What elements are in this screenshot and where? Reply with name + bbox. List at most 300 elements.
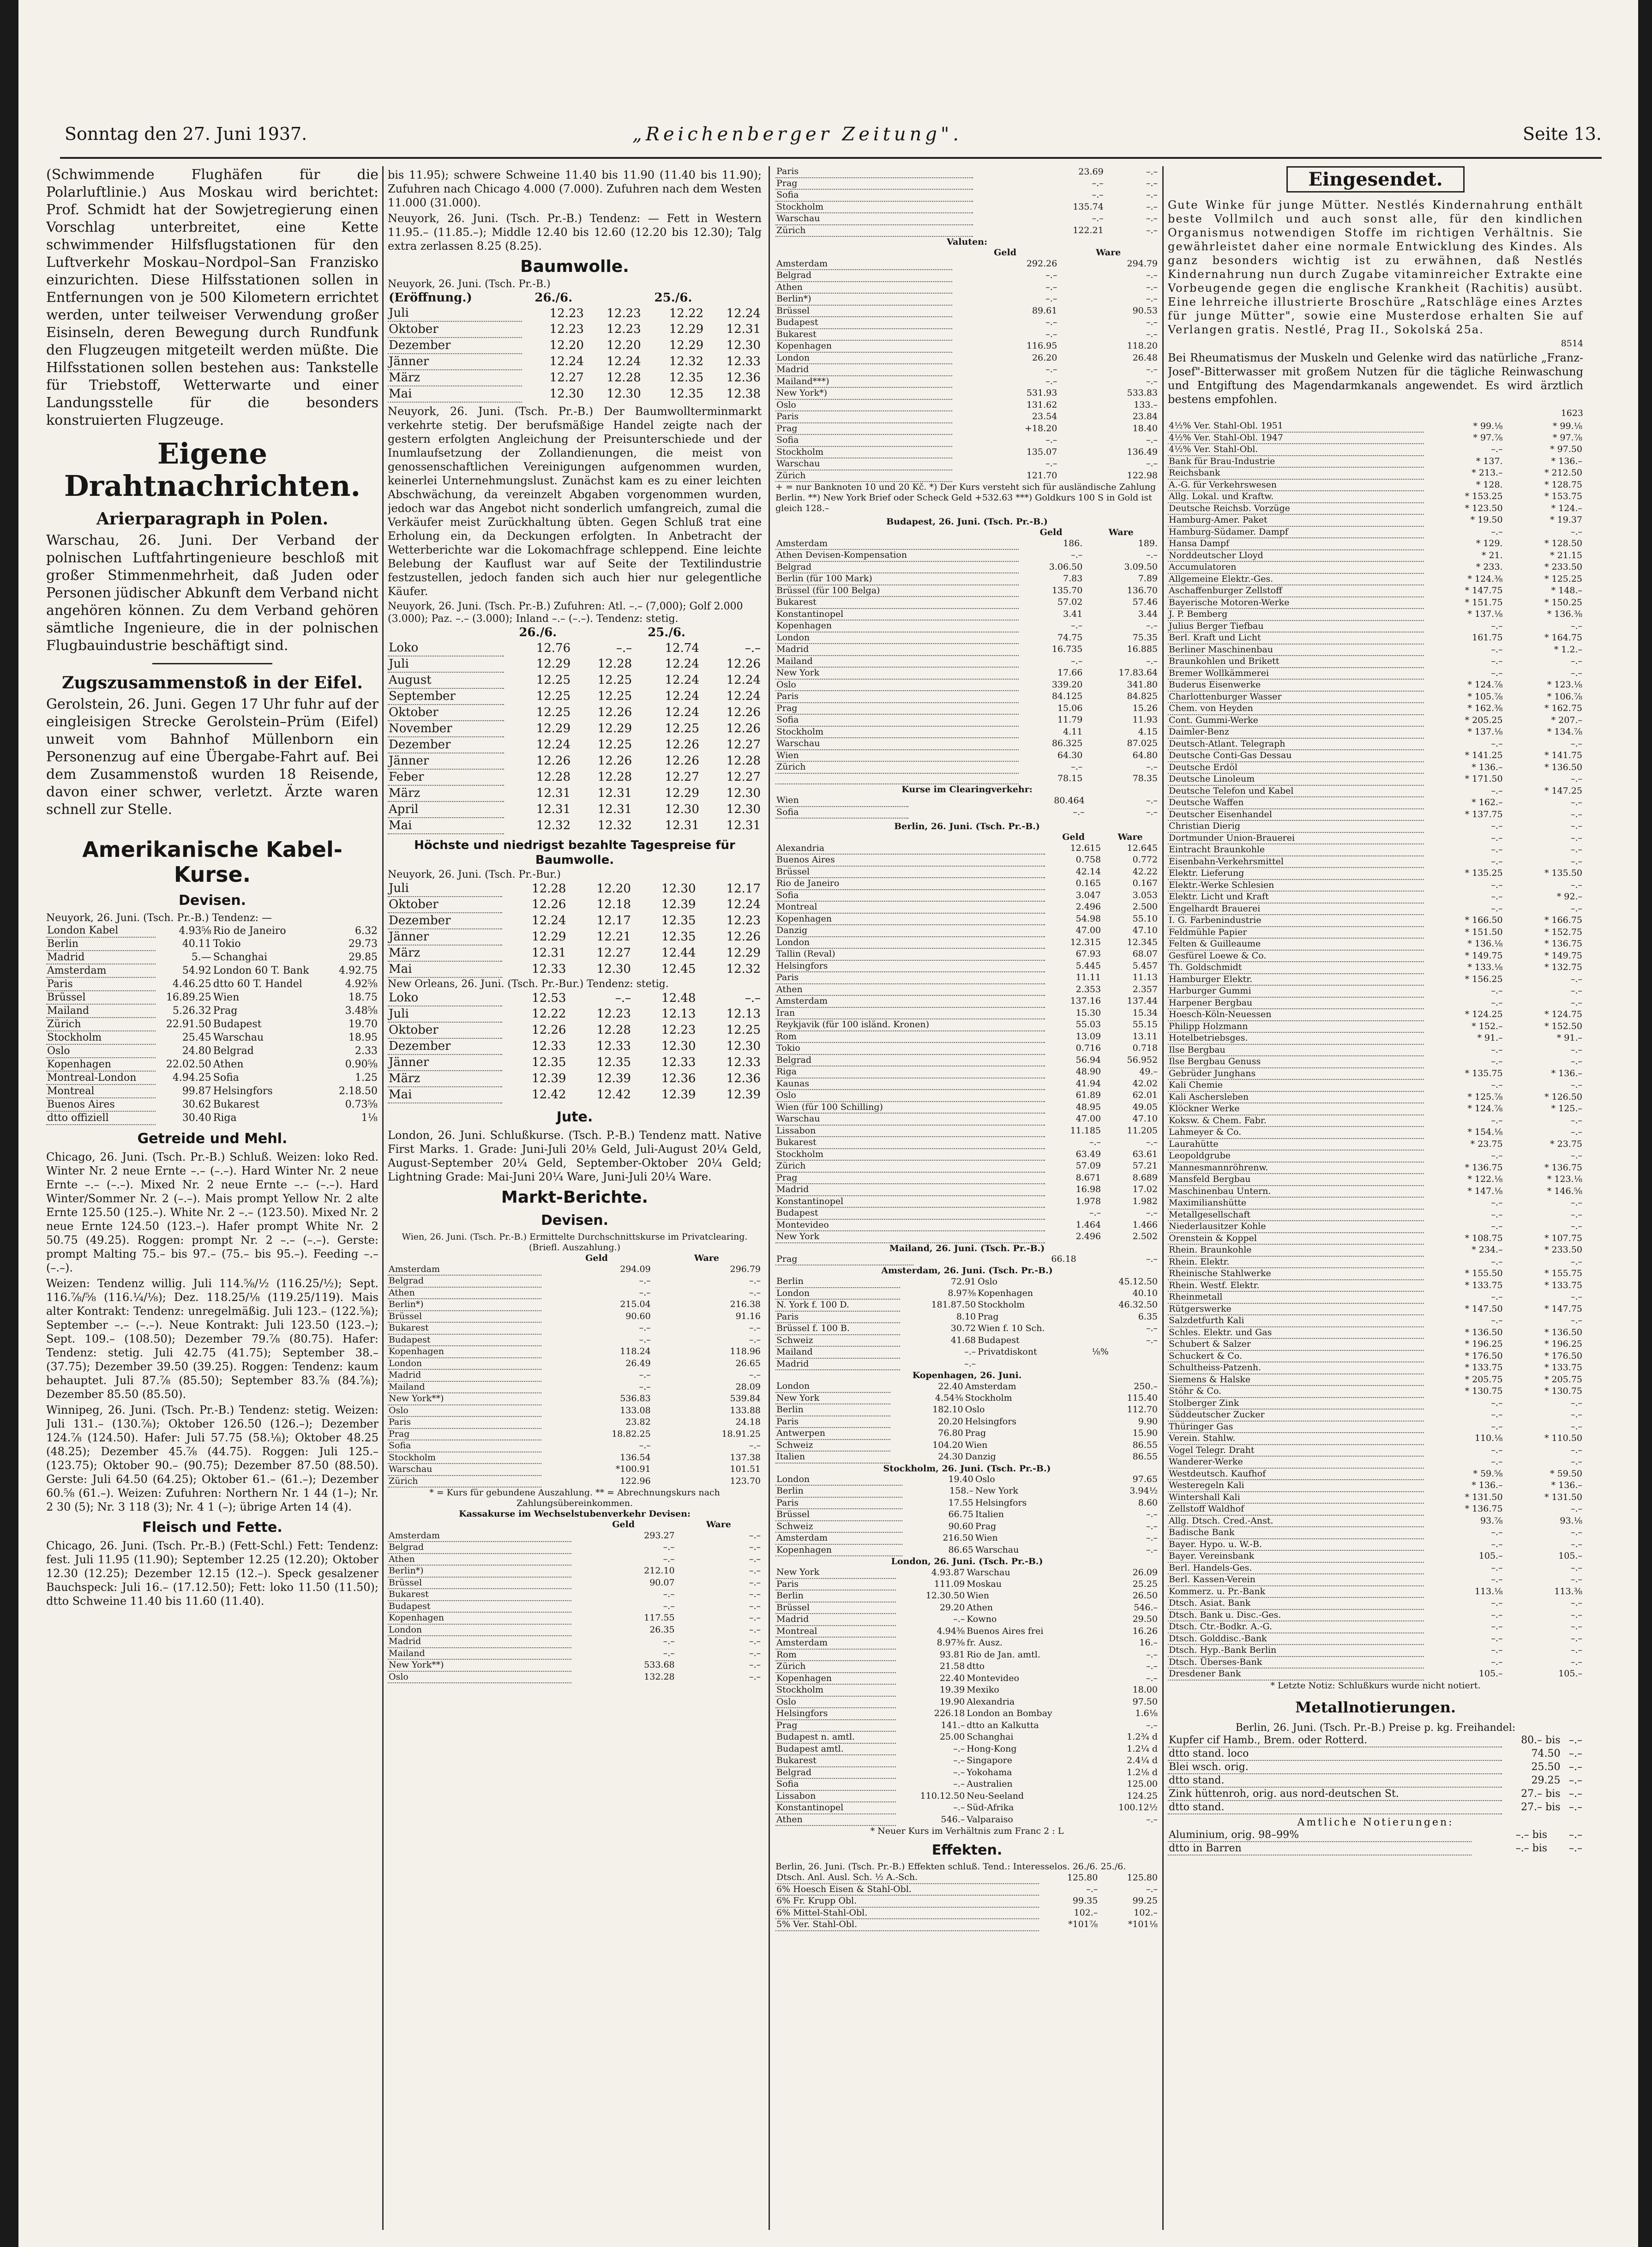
table-cell: Sofia bbox=[775, 807, 908, 819]
aktien-row bbox=[1168, 1421, 1583, 1433]
table-cell: I. G. Farbenindustrie bbox=[1168, 915, 1424, 927]
table-cell: * 152.– bbox=[1472, 1021, 1503, 1031]
table-cell: Dtsch. Asiat. Bank bbox=[1168, 1597, 1424, 1609]
table-cell: dtto bbox=[967, 1661, 985, 1671]
table-cell: 533.83 bbox=[1127, 388, 1158, 398]
table-cell: –.– bbox=[1570, 620, 1582, 631]
table-cell: 12.24 bbox=[549, 355, 584, 368]
table-cell: Alexandria bbox=[775, 843, 1045, 855]
table-cell: –.– bbox=[1146, 1335, 1158, 1345]
new-orleans-row bbox=[388, 1006, 762, 1022]
stockholm-row bbox=[775, 1509, 1159, 1521]
aktien-row bbox=[1168, 867, 1583, 880]
table-cell: Zink hüttenroh, orig. aus nord-deutschen St. bbox=[1168, 1787, 1502, 1801]
table-cell: Deutscher Eisenhandel bbox=[1168, 809, 1424, 821]
table-cell: Siemens & Halske bbox=[1168, 1374, 1424, 1386]
table-cell: 61.89 bbox=[1075, 1090, 1101, 1100]
table-cell: –.– bbox=[1491, 1151, 1503, 1161]
valuten-row bbox=[775, 434, 1159, 446]
table-cell: 12.28 bbox=[597, 657, 632, 671]
table-cell: 12.28 bbox=[532, 881, 566, 896]
table-cell: –.– bbox=[749, 1671, 761, 1682]
table-cell: * 147.50 bbox=[1465, 1303, 1503, 1314]
table-cell: Rhein. Elektr. bbox=[1168, 1256, 1424, 1268]
table-cell: 67.93 bbox=[1075, 949, 1101, 959]
table-cell: –.– bbox=[1570, 668, 1582, 678]
aktien-row bbox=[1168, 997, 1583, 1009]
table-cell: Athen bbox=[775, 984, 1045, 996]
table-cell: Italien bbox=[975, 1509, 1004, 1519]
baumwolle-row bbox=[388, 721, 762, 737]
table-cell: –.– bbox=[749, 1334, 761, 1345]
table-cell: Budapest bbox=[775, 317, 952, 329]
table-cell: Budapest bbox=[388, 1601, 571, 1613]
table-cell: Bukarest bbox=[388, 1589, 571, 1601]
table-cell: Konstantinopel bbox=[775, 1802, 896, 1814]
effekten-row bbox=[775, 1872, 1159, 1884]
table-cell: Wintershall Kali bbox=[1168, 1492, 1424, 1504]
table-cell: –.– bbox=[1146, 1720, 1158, 1730]
table-cell: 546.– bbox=[1134, 1602, 1158, 1613]
column-header bbox=[775, 832, 1045, 843]
column-header: Ware bbox=[706, 1519, 731, 1530]
table-cell: 12.30 bbox=[661, 881, 696, 896]
aktien-row bbox=[1168, 1209, 1583, 1221]
table-cell: 12.32 bbox=[669, 355, 704, 368]
table-cell: 12.32 bbox=[726, 962, 761, 976]
table-cell: 45.12.50 bbox=[1118, 1276, 1158, 1287]
table-cell: Elektr. Lieferung bbox=[1168, 867, 1424, 880]
table-cell: 72.91 bbox=[950, 1276, 976, 1287]
aktien-row bbox=[1168, 1068, 1583, 1080]
table-cell: 113.⅛ bbox=[1474, 1586, 1503, 1596]
table-cell: 12.33 bbox=[532, 962, 566, 976]
berlin-row bbox=[775, 878, 1159, 890]
table-cell: 55.10 bbox=[1132, 913, 1158, 924]
table-cell: Budapest n. amtl. bbox=[775, 1731, 896, 1743]
column-header: Geld bbox=[612, 1519, 635, 1530]
table-cell: Philipp Holzmann bbox=[1168, 1021, 1424, 1033]
table-cell: * 133.75 bbox=[1544, 1362, 1582, 1373]
column-header: Ware bbox=[1117, 832, 1143, 842]
wien-row bbox=[388, 1358, 762, 1370]
table-cell: Belgrad bbox=[775, 1054, 1045, 1066]
aktien-row bbox=[1168, 738, 1583, 750]
table-cell: Kupfer cif Hamb., Brem. oder Rotterd. bbox=[1168, 1734, 1502, 1747]
table-cell: Amsterdam bbox=[775, 538, 1019, 550]
devisen-row bbox=[46, 924, 378, 937]
header-date: Sonntag den 27. Juni 1937. bbox=[65, 124, 307, 144]
table-cell: * 171.50 bbox=[1465, 774, 1503, 784]
effekten-row bbox=[775, 1907, 1159, 1919]
table-cell: Helsingfors bbox=[975, 1497, 1027, 1508]
baumwolle-intro-2: Neuyork, 26. Juni. (Tsch. Pr.-B.) Zufuhren: Atl. –.– (7,000); Golf 2.000 (3.000); Paz. –.– (3.000); Inland –.– (–.–). Tendenz: stetig. bbox=[388, 601, 743, 625]
table-cell: 8.60 bbox=[1138, 1497, 1158, 1508]
aktien-row bbox=[1168, 503, 1583, 515]
table-cell: Hong-Kong bbox=[967, 1743, 1017, 1754]
aktien-row bbox=[1168, 773, 1583, 785]
table-cell: Warschau bbox=[775, 458, 952, 470]
baumwolle-row bbox=[388, 929, 762, 945]
table-cell: Badische Bank bbox=[1168, 1527, 1424, 1539]
table-cell: 8.689 bbox=[1132, 1172, 1158, 1183]
table-cell: Kopenhagen bbox=[775, 340, 952, 352]
table-cell: * 19.37 bbox=[1550, 515, 1582, 525]
table-cell: * 136.50 bbox=[1544, 1327, 1582, 1337]
table-cell: –.– bbox=[953, 1767, 965, 1777]
table-cell: 74.75 bbox=[1057, 632, 1083, 643]
table-cell: Sofia bbox=[775, 189, 973, 201]
table-cell: 15.90 bbox=[1132, 1428, 1158, 1438]
table-cell: * 136.– bbox=[1472, 762, 1503, 772]
stockholm-row bbox=[775, 1485, 1159, 1497]
table-cell: Deutsche Reichsb. Vorzüge bbox=[1168, 503, 1424, 515]
table-cell: 12.31 bbox=[536, 786, 571, 800]
table-cell: –.– bbox=[964, 1358, 976, 1369]
aktien-row bbox=[1168, 1468, 1583, 1480]
berlin-row bbox=[775, 960, 1159, 972]
table-cell: 12.21 bbox=[596, 930, 631, 944]
table-cell: 29.85 bbox=[348, 952, 378, 963]
table-cell: –.– bbox=[1570, 1527, 1582, 1537]
table-cell: 12.13 bbox=[726, 1007, 761, 1021]
stockholm-intro: Stockholm, 26. Juni. (Tsch. Pr.-B.) bbox=[883, 1463, 1051, 1474]
table-cell: Athen bbox=[775, 1814, 896, 1826]
stockholm-table bbox=[775, 1474, 1159, 1557]
table-cell: * 105.⅞ bbox=[1467, 691, 1503, 702]
table-cell: * 131.50 bbox=[1544, 1492, 1582, 1502]
table-cell: Wien bbox=[967, 1590, 989, 1601]
separator bbox=[152, 663, 272, 664]
table-cell: Metallgesellschaft bbox=[1168, 1209, 1424, 1221]
table-cell: 12.23 bbox=[549, 322, 584, 336]
table-cell: 12.23 bbox=[549, 306, 584, 320]
table-cell: Belgrad bbox=[388, 1542, 571, 1554]
kassa-row bbox=[775, 178, 1159, 190]
table-cell: Wien (für 100 Schilling) bbox=[775, 1102, 1045, 1114]
column-header: 25./6. bbox=[648, 626, 685, 639]
table-cell: –.– bbox=[1570, 844, 1582, 855]
table-cell: 135.07 bbox=[1026, 446, 1057, 457]
table-cell: 63.61 bbox=[1132, 1149, 1158, 1159]
column-rule bbox=[769, 166, 770, 2230]
marktberichte-heading: Markt-Berichte. bbox=[501, 1188, 649, 1207]
table-cell: 26.65 bbox=[735, 1358, 761, 1368]
baumwolle-intro: Neuyork, 26. Juni. (Tsch. Pr.-B.) bbox=[388, 278, 551, 290]
clearing-row bbox=[775, 807, 1159, 819]
table-cell: 49.– bbox=[1139, 1066, 1158, 1077]
table-cell: Hansa Dampf bbox=[1168, 538, 1424, 550]
table-cell: Oslo bbox=[965, 1404, 985, 1415]
table-cell: Bukarest bbox=[775, 1755, 896, 1767]
table-cell: 12.26 bbox=[532, 898, 566, 911]
table-cell: Berlin bbox=[775, 1590, 896, 1602]
table-cell: –.– bbox=[1569, 1788, 1582, 1800]
table-cell: 29.25 bbox=[1531, 1774, 1561, 1786]
devisen-row bbox=[46, 1084, 378, 1098]
table-cell: 12.24 bbox=[532, 914, 566, 928]
column-header bbox=[775, 247, 952, 259]
table-cell: 212.10 bbox=[644, 1566, 675, 1576]
table-cell: Bremer Wollkämmerei bbox=[1168, 668, 1424, 680]
table-cell: 12.29 bbox=[726, 946, 761, 960]
clearing-row bbox=[775, 795, 1159, 807]
table-cell: * 150.25 bbox=[1544, 597, 1582, 608]
table-cell: Klöckner Werke bbox=[1168, 1103, 1424, 1115]
header-page-number: Seite 13. bbox=[1523, 124, 1602, 144]
table-cell: –.– bbox=[1146, 550, 1158, 560]
table-cell: Salzdetfurth Kali bbox=[1168, 1315, 1424, 1327]
table-cell: –.– bbox=[1491, 1398, 1503, 1408]
table-cell: –.– bbox=[1045, 364, 1057, 374]
table-cell: Warschau bbox=[775, 1113, 1045, 1125]
table-cell: Rom bbox=[775, 1031, 1045, 1043]
table-cell: –.– bbox=[1045, 294, 1057, 304]
table-cell: –.– bbox=[749, 1554, 761, 1564]
kopenhagen-intro: Kopenhagen, 26. Juni. bbox=[912, 1370, 1022, 1380]
table-cell: –.– bbox=[615, 991, 631, 1005]
table-cell: * 233.50 bbox=[1544, 562, 1582, 572]
table-cell: Sofia bbox=[775, 434, 952, 446]
table-cell: dtto offiziell bbox=[46, 1111, 156, 1125]
aktien-row bbox=[1168, 1562, 1583, 1574]
table-cell: Bukarest bbox=[775, 329, 952, 341]
table-cell: 186. bbox=[1063, 538, 1083, 548]
aktien-row bbox=[1168, 1103, 1583, 1115]
table-cell: +18.20 bbox=[1025, 423, 1057, 434]
table-cell: 104.20 bbox=[932, 1440, 963, 1450]
table-cell: Montevideo bbox=[967, 1673, 1019, 1683]
table-cell: * 151.75 bbox=[1465, 597, 1503, 608]
aktien-row bbox=[1168, 1539, 1583, 1551]
kassa-continued-table bbox=[775, 166, 1159, 237]
table-cell: –.– bbox=[663, 1636, 675, 1646]
table-cell: 26.20 bbox=[1032, 352, 1057, 363]
table-cell: Oslo bbox=[775, 1696, 896, 1708]
table-cell: 2.502 bbox=[1132, 1231, 1158, 1241]
wien-intro: Wien, 26. Juni. (Tsch. Pr.-B.) Ermittelte Durchschnittskurse im Privatclearing. (Briefl. Auszahlung.) bbox=[402, 1232, 748, 1253]
aktien-row bbox=[1168, 1021, 1583, 1033]
table-cell: Aluminium, orig. 98–99% bbox=[1168, 1829, 1472, 1842]
section-heading-drahtnachrichten: Eigene Drahtnachrichten. bbox=[64, 437, 361, 503]
table-cell: * 129. bbox=[1476, 538, 1503, 548]
table-cell: * 164.75 bbox=[1544, 633, 1582, 643]
table-cell: * 130.75 bbox=[1544, 1386, 1582, 1396]
table-cell: 12.24 bbox=[665, 689, 699, 703]
table-cell: 5.26.32 bbox=[172, 1005, 211, 1017]
table-cell: New York bbox=[975, 1486, 1018, 1496]
table-cell: –.– bbox=[1146, 282, 1158, 292]
table-cell: *101⅛ bbox=[1128, 1919, 1158, 1929]
table-cell: –.– bbox=[1570, 1115, 1582, 1126]
aktien-row bbox=[1168, 608, 1583, 620]
aktien-row bbox=[1168, 1338, 1583, 1350]
table-cell: –.– bbox=[1491, 1115, 1503, 1126]
budapest-row bbox=[775, 656, 1159, 668]
table-cell: 12.28 bbox=[607, 371, 641, 385]
table-cell: Australien bbox=[967, 1779, 1013, 1789]
table-cell: –.– bbox=[1570, 1151, 1582, 1161]
table-cell: * 97.⅞ bbox=[1473, 432, 1503, 443]
table-cell: * 151.50 bbox=[1465, 927, 1503, 937]
table-cell: Dtsch. Bank u. Disc.-Ges. bbox=[1168, 1609, 1424, 1621]
berlin-row bbox=[775, 984, 1159, 996]
table-cell: 47.10 bbox=[1132, 925, 1158, 935]
table-cell: Deutsche Conti-Gas Dessau bbox=[1168, 750, 1424, 762]
table-cell: 12.25 bbox=[536, 673, 571, 687]
table-cell: April bbox=[388, 801, 504, 818]
stockholm-row bbox=[775, 1497, 1159, 1509]
wien-row bbox=[388, 1416, 762, 1428]
table-cell: * 126.50 bbox=[1544, 1091, 1582, 1102]
table-cell: Madrid bbox=[46, 951, 156, 964]
table-cell: * 155.75 bbox=[1544, 1268, 1582, 1278]
table-cell: 189. bbox=[1138, 538, 1158, 548]
aktien-row bbox=[1168, 844, 1583, 856]
table-cell: Madrid bbox=[775, 644, 1019, 656]
table-cell: November bbox=[388, 721, 504, 737]
kopenhagen-row bbox=[775, 1404, 1159, 1416]
table-cell: Paris bbox=[775, 1311, 900, 1323]
table-cell: 12.76 bbox=[536, 641, 571, 655]
table-cell: Kopenhagen bbox=[978, 1288, 1033, 1298]
kopenhagen-row bbox=[775, 1451, 1159, 1463]
table-cell: 12.27 bbox=[596, 946, 631, 960]
table-cell: –.– bbox=[1071, 656, 1083, 666]
table-cell: –.– bbox=[749, 1648, 761, 1658]
table-cell: 12.31 bbox=[726, 322, 761, 336]
table-cell: –.– bbox=[663, 1601, 675, 1611]
table-cell: 11.13 bbox=[1132, 972, 1158, 982]
table-cell: Prag bbox=[775, 178, 973, 190]
baumwolle-row bbox=[388, 785, 762, 801]
aktien-row bbox=[1168, 467, 1583, 479]
valuten-row bbox=[775, 270, 1159, 282]
table-cell: Amsterdam bbox=[775, 1637, 896, 1649]
headline-zugszusammenstoss: Zugszusammenstoß in der Eifel. bbox=[62, 673, 363, 693]
berlin-row bbox=[775, 1066, 1159, 1078]
table-cell: 4.94⅜ bbox=[937, 1626, 965, 1636]
table-cell: 4.92.75 bbox=[339, 965, 378, 976]
table-cell: 3.047 bbox=[1075, 890, 1101, 900]
table-cell: 12.28 bbox=[726, 754, 761, 768]
table-cell bbox=[775, 773, 1019, 784]
table-cell: Antwerpen bbox=[775, 1428, 890, 1440]
london-row bbox=[775, 1696, 1159, 1708]
table-cell: –.– bbox=[1570, 1056, 1582, 1066]
table-cell: 1.978 bbox=[1075, 1196, 1101, 1206]
table-cell: Belgrad bbox=[775, 561, 1019, 573]
table-cell: Vogel Telegr. Draht bbox=[1168, 1445, 1424, 1457]
table-cell: * 136.– bbox=[1551, 1068, 1582, 1078]
table-cell: Süddeutscher Zucker bbox=[1168, 1409, 1424, 1421]
table-cell: 137.16 bbox=[1070, 996, 1101, 1006]
table-cell: Zellstoff Waldhof bbox=[1168, 1503, 1424, 1515]
table-cell: Schuckert & Co. bbox=[1168, 1350, 1424, 1362]
table-cell: 6.32 bbox=[355, 925, 378, 937]
table-cell: Madrid bbox=[388, 1636, 571, 1648]
budapest-table bbox=[775, 527, 1159, 784]
column-4 bbox=[1168, 166, 1583, 2235]
table-cell: –.– bbox=[1491, 444, 1503, 454]
table-cell: 0.73⅝ bbox=[345, 1099, 378, 1110]
table-cell: 99.35 bbox=[1072, 1896, 1098, 1906]
table-cell: 125.80 bbox=[1067, 1872, 1098, 1883]
metall-row bbox=[1168, 1734, 1583, 1747]
table-cell: 91.16 bbox=[735, 1311, 761, 1321]
baumwolle-row bbox=[388, 818, 762, 834]
table-cell: Bayer. Vereinsbank bbox=[1168, 1550, 1424, 1562]
table-cell: Norddeutscher Lloyd bbox=[1168, 550, 1424, 562]
table-cell: Maximilianshütte bbox=[1168, 1197, 1424, 1209]
table-cell: Leopoldgrube bbox=[1168, 1150, 1424, 1162]
kassakurse-heading: Kassakurse im Wechselstubenverkehr Devisen: bbox=[459, 1509, 691, 1519]
table-cell: 99.87 bbox=[182, 1085, 211, 1097]
table-cell: London bbox=[775, 1288, 900, 1300]
table-cell: –.– bbox=[1146, 762, 1158, 772]
metall-row bbox=[1168, 1747, 1583, 1760]
table-cell: Paris bbox=[388, 1416, 541, 1428]
table-cell: * 97.⅞ bbox=[1552, 432, 1582, 443]
table-cell: 101.51 bbox=[730, 1464, 761, 1474]
table-cell: September bbox=[388, 688, 504, 705]
table-cell: Warschau bbox=[975, 1544, 1019, 1555]
baumwolle-row bbox=[388, 672, 762, 688]
berlin-row bbox=[775, 854, 1159, 866]
berlin-row bbox=[775, 1184, 1159, 1196]
table-cell: –.– bbox=[663, 1589, 675, 1599]
table-cell: –.– bbox=[1146, 213, 1158, 223]
table-cell: Paris bbox=[775, 691, 1019, 703]
table-cell: * 156.25 bbox=[1465, 974, 1503, 984]
table-cell: * 133.75 bbox=[1544, 1280, 1582, 1290]
table-cell: 29.50 bbox=[1132, 1614, 1158, 1624]
aktien-row bbox=[1168, 1162, 1583, 1174]
table-cell: 12.30 bbox=[726, 802, 761, 816]
table-cell: 12.29 bbox=[536, 657, 571, 671]
column-header: 26./6. bbox=[519, 626, 557, 639]
table-cell: Hamburger Elektr. bbox=[1168, 974, 1424, 986]
table-cell: Maschinenbau Untern. bbox=[1168, 1186, 1424, 1198]
table-cell: Prag bbox=[978, 1311, 999, 1322]
aktien-row bbox=[1168, 1280, 1583, 1292]
kopenhagen-row bbox=[775, 1416, 1159, 1428]
table-cell: Kali Aschersleben bbox=[1168, 1091, 1424, 1103]
table-cell: Dtsch. Anl. Ausl. Sch. ½ A.-Sch. bbox=[775, 1872, 1039, 1884]
table-cell: –.– bbox=[1491, 1539, 1503, 1549]
table-cell: Belgrad bbox=[775, 270, 952, 282]
table-cell: 118.96 bbox=[730, 1346, 761, 1356]
table-cell: * 106.⅞ bbox=[1547, 691, 1582, 702]
table-cell: 2.18.50 bbox=[339, 1085, 378, 1097]
table-cell: * 123.⅛ bbox=[1547, 1174, 1582, 1184]
wien-row bbox=[388, 1346, 762, 1358]
devisen-row bbox=[46, 991, 378, 1004]
table-cell: Berlin*) bbox=[388, 1565, 571, 1577]
budapest-row bbox=[775, 596, 1159, 608]
table-cell: 12.24 bbox=[665, 705, 699, 719]
table-cell: Cont. Gummi-Werke bbox=[1168, 715, 1424, 727]
table-cell: 12.33 bbox=[596, 1039, 631, 1053]
table-cell: * 196.25 bbox=[1465, 1339, 1503, 1349]
table-cell: –.– bbox=[1045, 270, 1057, 280]
kassa-row bbox=[388, 1648, 762, 1660]
table-cell: * 136.75 bbox=[1544, 939, 1582, 949]
table-cell: 531.93 bbox=[1026, 388, 1057, 398]
berlin-row bbox=[775, 843, 1159, 855]
table-cell: Riga bbox=[213, 1112, 237, 1124]
table-cell: 117.55 bbox=[644, 1613, 675, 1623]
